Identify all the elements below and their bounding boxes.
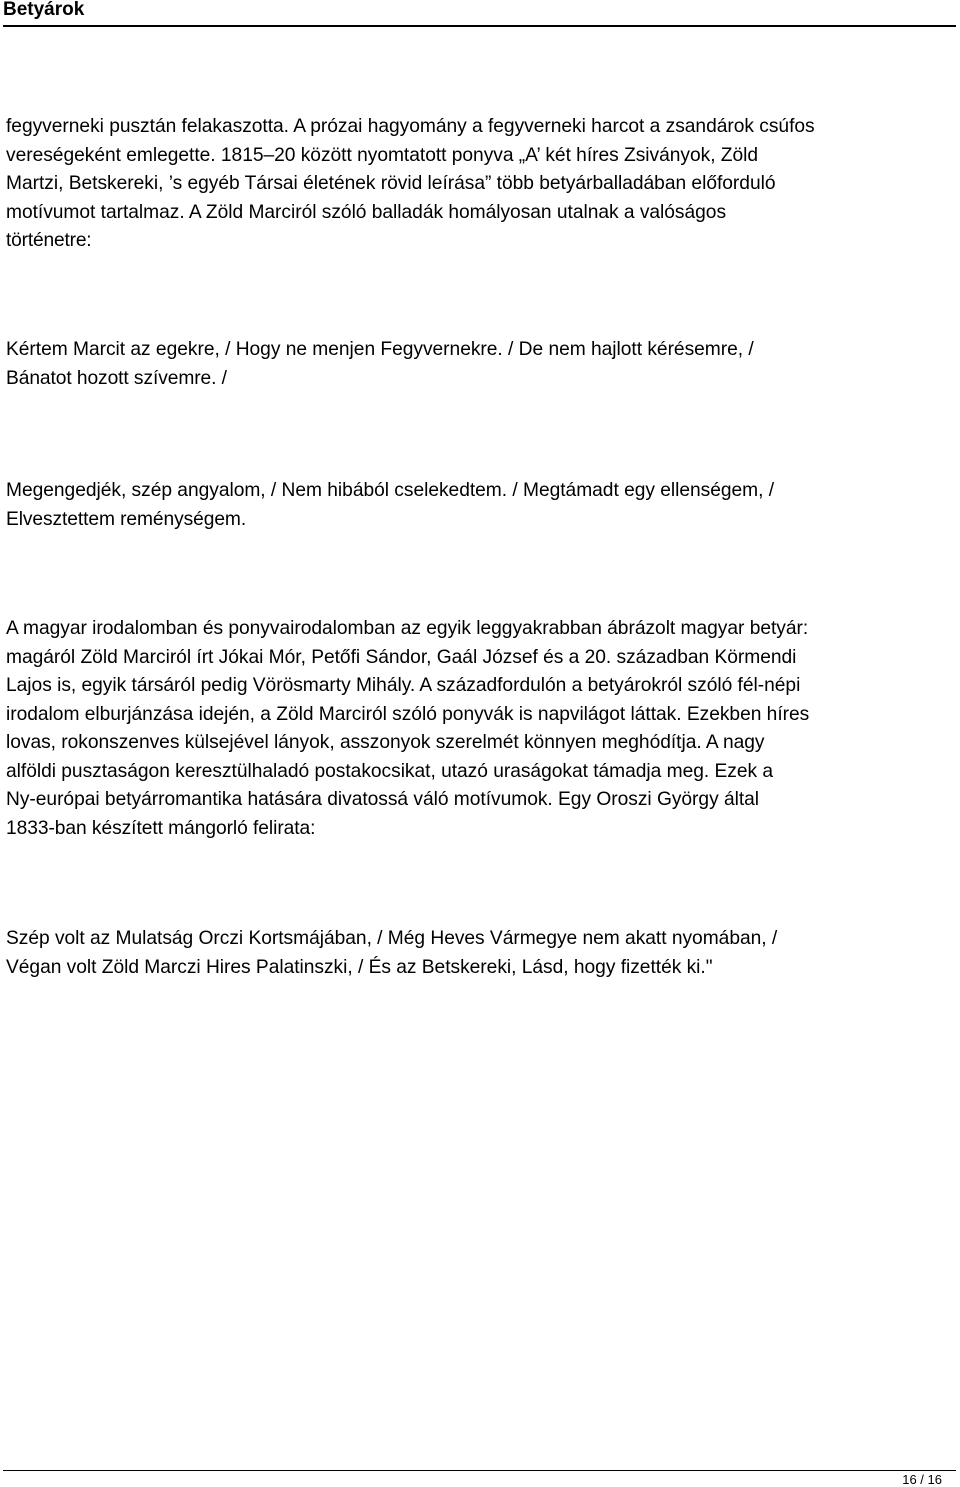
ballad-verse-1 (6, 336, 956, 393)
text-line: lovas, rokonszenves külsejével lányok, asszonyok szerelmét könnyen meghódítja. A nagy (6, 732, 765, 753)
text-line: Lajos is, egyik társáról pedig Vörösmarty Mihály. A századfordulón a betyárokról szóló fél-népi (6, 675, 801, 696)
footer-divider (3, 1470, 956, 1471)
text-line: irodalom elburjánzása idején, a Zöld Marciról szóló ponyvák is napvilágot láttak. Ezekben híres (6, 703, 810, 725)
text-line: A magyar irodalomban és ponyvairodalomban az egyik leggyakrabban ábrázolt magyar betyár: (6, 618, 809, 639)
text-line: történetre: (6, 230, 92, 251)
ballad-verse-2 (6, 477, 956, 534)
mangle-inscription (6, 925, 956, 982)
verse-line: Kértem Marcit az egekre, / Hogy ne menjen Fegyvernekre. / De nem hajlott kérésemre, / (6, 339, 754, 360)
text-line: vereségeként emlegette. 1815–20 között nyomtatott ponyva „A’ két híres Zsiványok, Zöld (6, 144, 759, 166)
page-number: 16 / 16 (902, 1472, 942, 1487)
verse-line: Szép volt az Mulatság Orczi Kortsmájában, / Még Heves Vármegye nem akatt nyomában, / (6, 928, 778, 949)
paragraph-literature (6, 615, 956, 843)
verse-line: Elvesztettem reménységem. (6, 508, 247, 530)
verse-line: Végan volt Zöld Marczi Hires Palatinszki, / És az Betskereki, Lásd, hogy fizették ki." (6, 956, 713, 978)
text-line: 1833-ban készített mángorló felirata: (6, 817, 316, 839)
verse-line: Bánatot hozott szívemre. / (6, 367, 227, 389)
text-line: magáról Zöld Marciról írt Jókai Mór, Petőfi Sándor, Gaál József és a 20. században Körmendi (6, 646, 797, 668)
text-line: Martzi, Betskereki, ’s egyéb Társai életének rövid leírása” több betyárballadában előforduló (6, 173, 776, 194)
text-line: alföldi pusztaságon keresztülhaladó postakocsikat, utazó uraságokat támadja meg. Ezek a (6, 760, 774, 782)
text-line: motívumot tartalmaz. A Zöld Marciról szóló balladák homályosan utalnak a valóságos (6, 201, 727, 223)
text-line: fegyverneki pusztán felakaszotta. A prózai hagyomány a fegyverneki harcot a zsandárok csúfos (6, 116, 815, 137)
header-divider (3, 25, 956, 27)
paragraph-history (6, 113, 956, 256)
text-line: Ny-európai betyárromantika hatására divatossá váló motívumok. Egy Oroszi György által (6, 789, 760, 810)
verse-line: Megengedjék, szép angyalom, / Nem hibából cselekedtem. / Megtámadt egy ellenségem, / (6, 480, 775, 501)
page-header-title: Betyárok (3, 0, 85, 20)
